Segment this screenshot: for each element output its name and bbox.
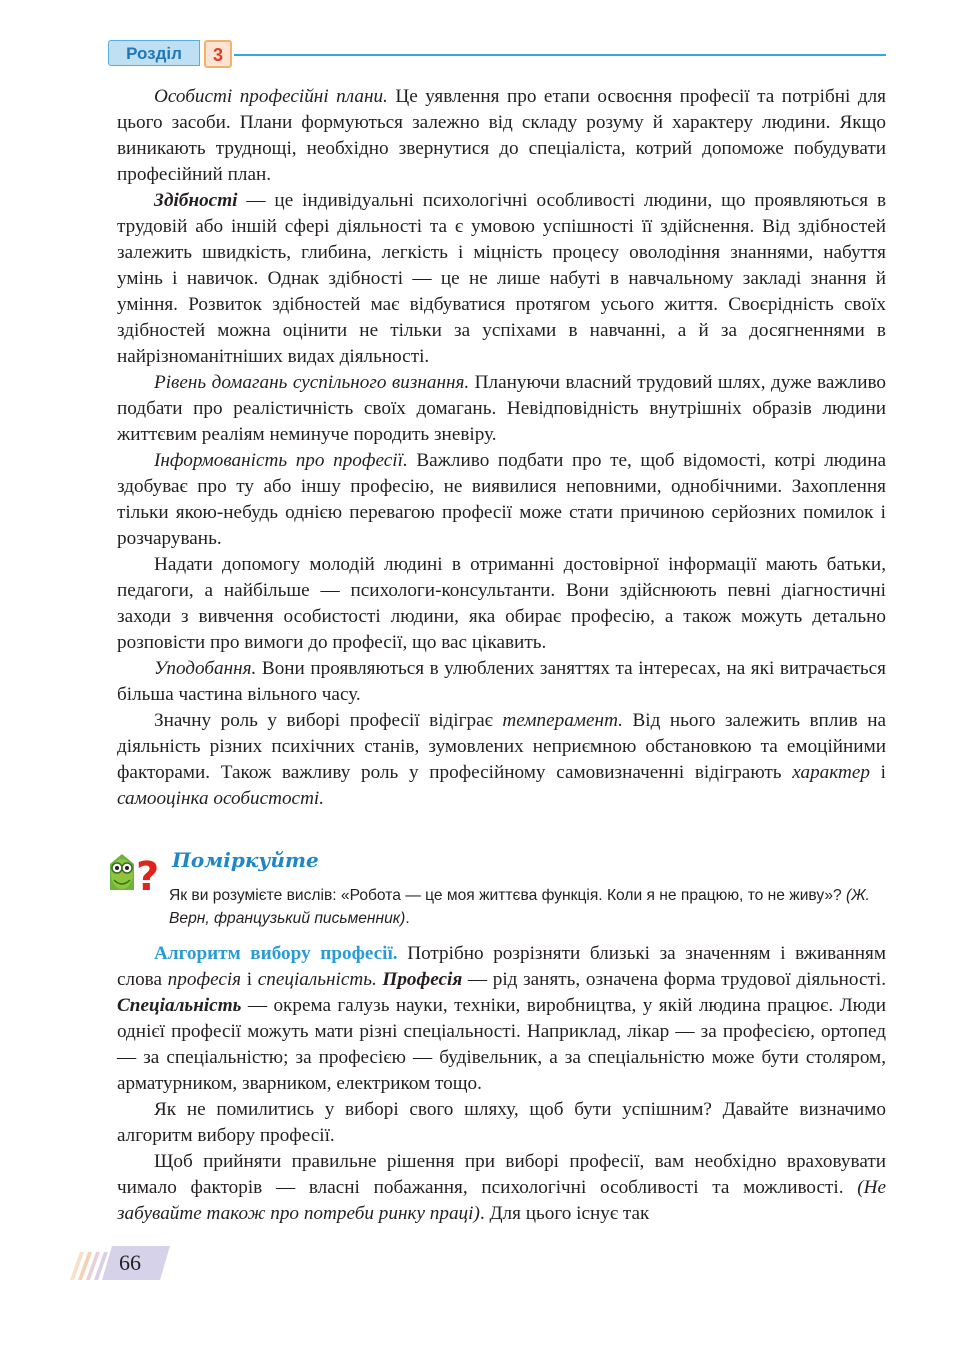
owl-question-icon [108,846,164,896]
paragraph-text: Від нього залежить вплив на діяльність різних психічних станів, зумовлених неприємною обстановкою та емоційними факторами. Також важливу роль у професійному самовизначенні відіграють [117,710,886,783]
section-label: Розділ [108,40,200,66]
paragraph-informedness [117,448,886,552]
main-text-block-2 [117,941,886,1227]
term: спеціальність. [257,969,377,990]
paragraph-help [117,552,886,656]
term: (Не забувайте також про потреби ринку праці) [117,1177,886,1224]
paragraph-text: Це уявлення про етапи освоєння професії та потрібні для цього засоби. Плани формуються залежно від складу розуму й характеру людини. Якщо виникають труднощі, необхідно звернутися до спеціаліста, котрий допоможе побудувати професійний план. [117,86,886,185]
quote-source: (Ж. Верн, французький письменник) [169,887,870,927]
term: Уподобання. [154,658,257,679]
paragraph-text: Надати допомогу молодій людині в отриманні достовірної інформації мають батьки, педагоги, а найбільше — психологи-консультанти. Вони здійснюють певні діагностичні заходи з вивчення особистості людини, яка обирає професію, а також можуть детально розповісти про вимоги до професії, що вас цікавить. [117,554,886,653]
paragraph-text: — рід занять, означена форма трудової діяльності. [462,969,886,990]
paragraph-text: — окрема галузь науки, техніки, виробництва, у якій людина працює. Люди однієї професії можуть мати різні спеціальності. Наприклад, лікар — за професією, ортопед — за спеціальністю; за професією — будівельник, а за спеціальністю може бути столяром, арматурником, зварником, електриком тощо. [117,995,886,1094]
think-title: Поміркуйте [172,848,319,872]
paragraph-personal-plans [117,84,886,188]
paragraph-text: Плануючи власний трудовий шлях, дуже важливо подбати про реалістичність своїх домагань. Невідповідність внутрішніх образів людини життєвим реаліям неминуче породить зневіру. [117,372,886,445]
paragraph-text: Щоб прийняти правильне рішення при виборі професії, вам необхідно враховувати чимало факторів — власні побажання, психологічні особливості та можливості. [117,1151,886,1198]
paragraph-preferences [117,656,886,708]
paragraph-text: Значну роль у виборі професії відіграє [154,710,503,731]
paragraph-algorithm [117,941,886,1097]
page-footer [70,1246,180,1286]
think-question [169,884,889,930]
section-header [108,40,886,72]
term: характер [792,762,870,783]
page-number: 66 [119,1250,141,1275]
header-rule [234,54,886,56]
term: самооцінка особистості. [117,788,325,809]
section-heading: Алгоритм вибору професії. [154,943,398,964]
term-bold: Професія [382,969,463,990]
paragraph-text: — це індивідуальні психологічні особливості людини, що проявляються в трудовій або іншій сфері діяльності та є умовою успішності її здійснення. Від здібностей залежить швидкість, глибина, легкість і міцність процесу оволодіння знаннями, набуття умінь і навичок. Однак здібності — це не лише набуті в навчальному закладі знання й уміння. Розвиток здібностей має відбуватися протягом усього життя. Своєрідність своїх здібностей можна оцінити не тільки за успіхами в навчанні, а й за досягненнями в найрізноманітніших видах діяльності. [117,190,886,367]
paragraph-text: Важливо подбати про те, щоб відомості, котрі людина здобуває про ту або іншу професію, не виявилися неповними, однобічними. Захоплення тільки якою-небудь однією перевагою професії може стати причиною серйозних помилок і розчарувань. [117,450,886,549]
paragraph-temperament [117,708,886,812]
term: темперамент. [502,710,623,731]
think-box [108,846,888,936]
main-text-block-1 [117,84,886,812]
paragraph-abilities [117,188,886,370]
paragraph-text: Вони проявляються в улюблених заняттях та інтересах, на які витрачається більша частина вільного часу. [117,658,886,705]
term-bold: Спеціальність [117,995,242,1016]
paragraph-text: Потрібно розрізняти близькі за значенням і вживанням слова [117,943,887,990]
term: Рівень домагань суспільного визнання. [154,372,470,393]
term: Інформованість про професії. [154,450,408,471]
term: Особисті професійні плани. [154,86,388,107]
quote-text: Як ви розумієте вислів: «Робота — це моя життєва функція. Коли я не працюю, то не живу»? [169,887,842,904]
paragraph-text: Як не помилитись у виборі свого шляху, щоб бути успішним? Давайте визначимо алгоритм вибору професії. [117,1099,886,1146]
paragraph-question [117,1097,886,1149]
term: професія [167,969,242,990]
term-bold: Здібності [154,190,238,211]
quote-end: . [405,910,410,927]
paragraph-text: і [869,762,886,783]
paragraph-aspirations [117,370,886,448]
section-number: 3 [204,40,232,68]
paragraph-decision [117,1149,886,1227]
paragraph-text: . Для цього існує так [479,1203,650,1224]
svg-text:?: ? [136,854,160,896]
paragraph-text: і [241,969,258,990]
